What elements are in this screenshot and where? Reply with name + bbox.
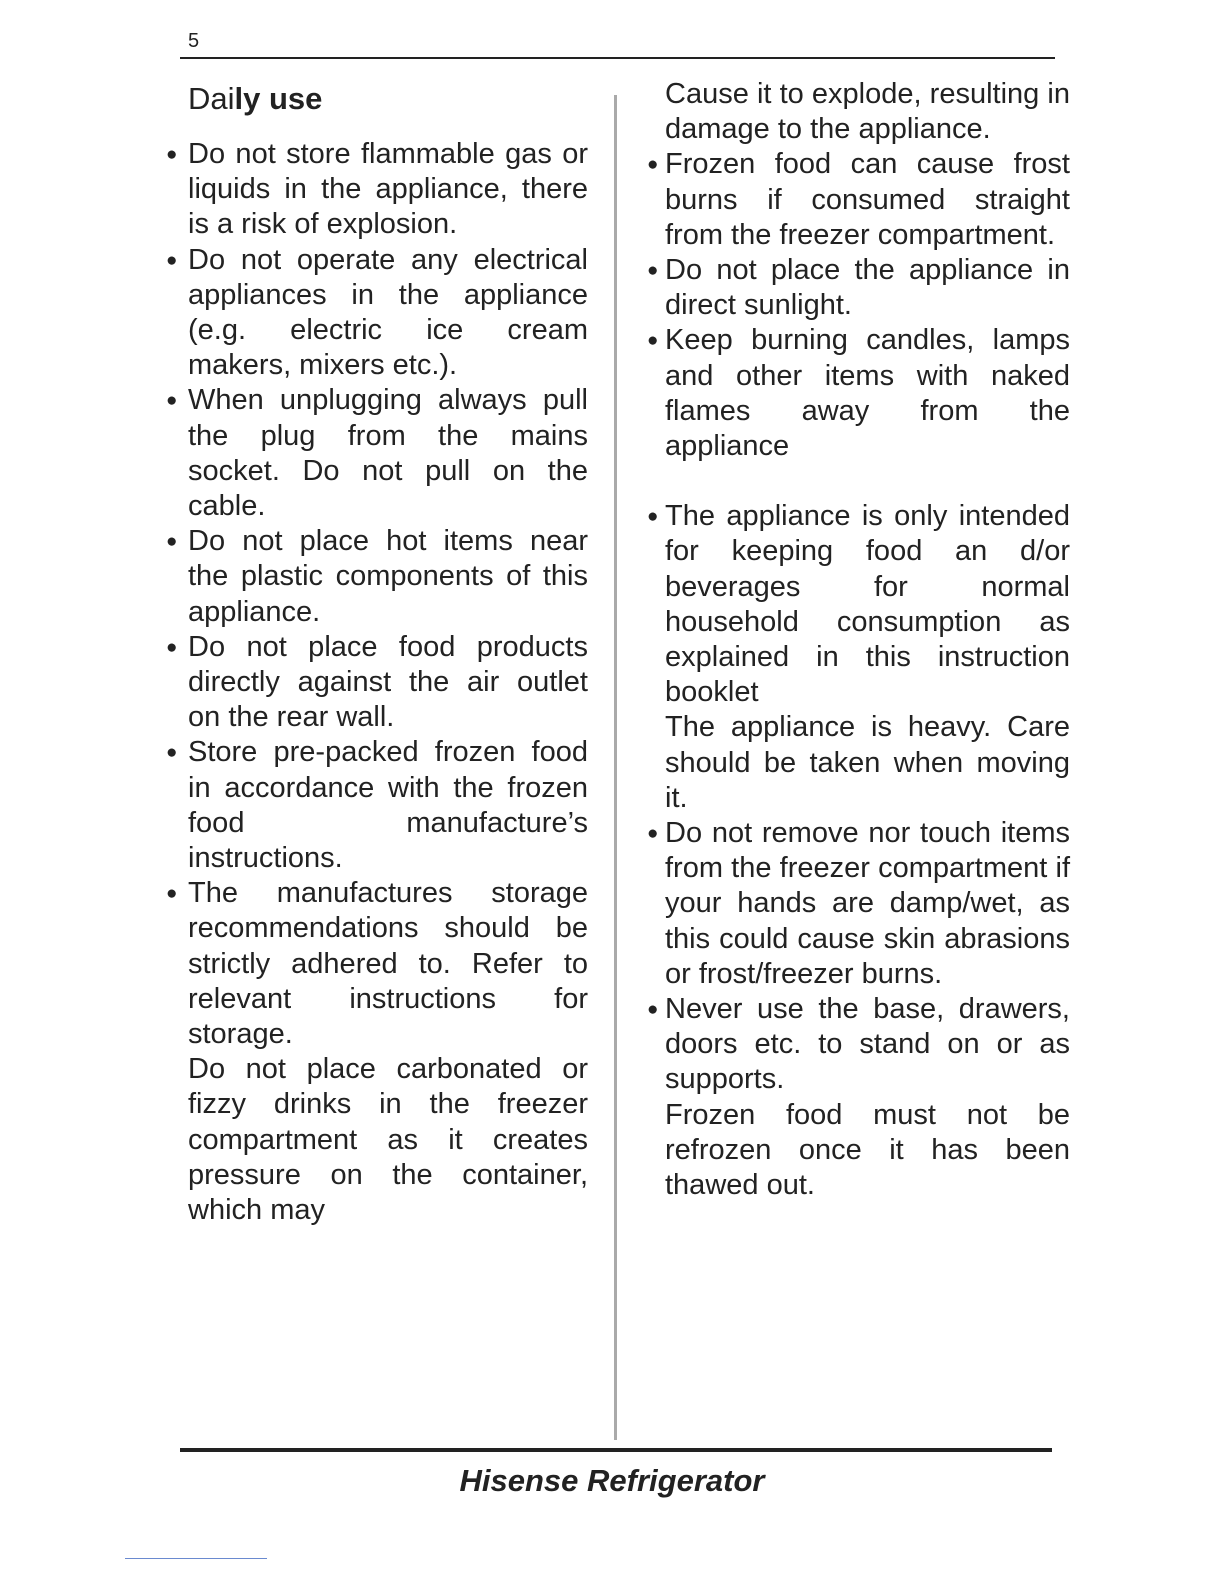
right-column [665,77,1070,1203]
page-number: 5 [188,30,200,52]
bottom-rule [180,1448,1052,1452]
spacer [665,464,1070,499]
list-item: ● Do not place the appliance in direct sunlight. [665,253,1070,323]
column-divider [614,95,617,1440]
list-item: ● The appliance is only intended for keeping food an d/or beverages for normal household consumption as explained in this instruction booklet [665,499,1070,710]
paragraph: Do not place carbonated or fizzy drinks in the freezer compartment as it creates pressure on the container, which may [188,1053,588,1227]
stray-line [125,1558,267,1559]
list-item: ● Store pre-packed frozen food in accordance with the frozen food manufacture’s instructions. [188,735,588,876]
paragraph: The appliance is heavy. Care should be taken when moving it. [665,711,1070,814]
section-heading: Daily use [188,81,323,116]
list-item: ● Do not operate any electrical appliances in the appliance (e.g. electric ice cream makers, mixers etc.). [188,243,588,384]
list-item: ● Do not store flammable gas or liquids in the appliance, there is a risk of explosion. [188,137,588,243]
left-column [188,81,588,1228]
list-item: ● Do not remove nor touch items from the freezer compartment if your hands are damp/wet, as this could cause skin abrasions or frost/freezer burns. [665,816,1070,992]
paragraph: Cause it to explode, resulting in damage to the appliance. [665,78,1070,146]
list-item: ● Keep burning candles, lamps and other items with naked flames away from the appliance [665,323,1070,464]
list-item: ● When unplugging always pull the plug from the mains socket. Do not pull on the cable. [188,383,588,524]
list-item: ● The manufactures storage recommendations should be strictly adhered to. Refer to relevant instructions for storage. [188,876,588,1052]
list-item: ● Never use the base, drawers, doors etc. to stand on or as supports. [665,992,1070,1098]
list-item: ● Frozen food can cause frost burns if consumed straight from the freezer compartment. [665,147,1070,253]
list-item: ● Do not place food products directly against the air outlet on the rear wall. [188,630,588,736]
footer-brand: Hisense Refrigerator [459,1463,765,1498]
paragraph: Frozen food must not be refrozen once it has been thawed out. [665,1098,1070,1202]
list-item: ● Do not place hot items near the plastic components of this appliance. [188,524,588,630]
top-rule [180,57,1055,59]
